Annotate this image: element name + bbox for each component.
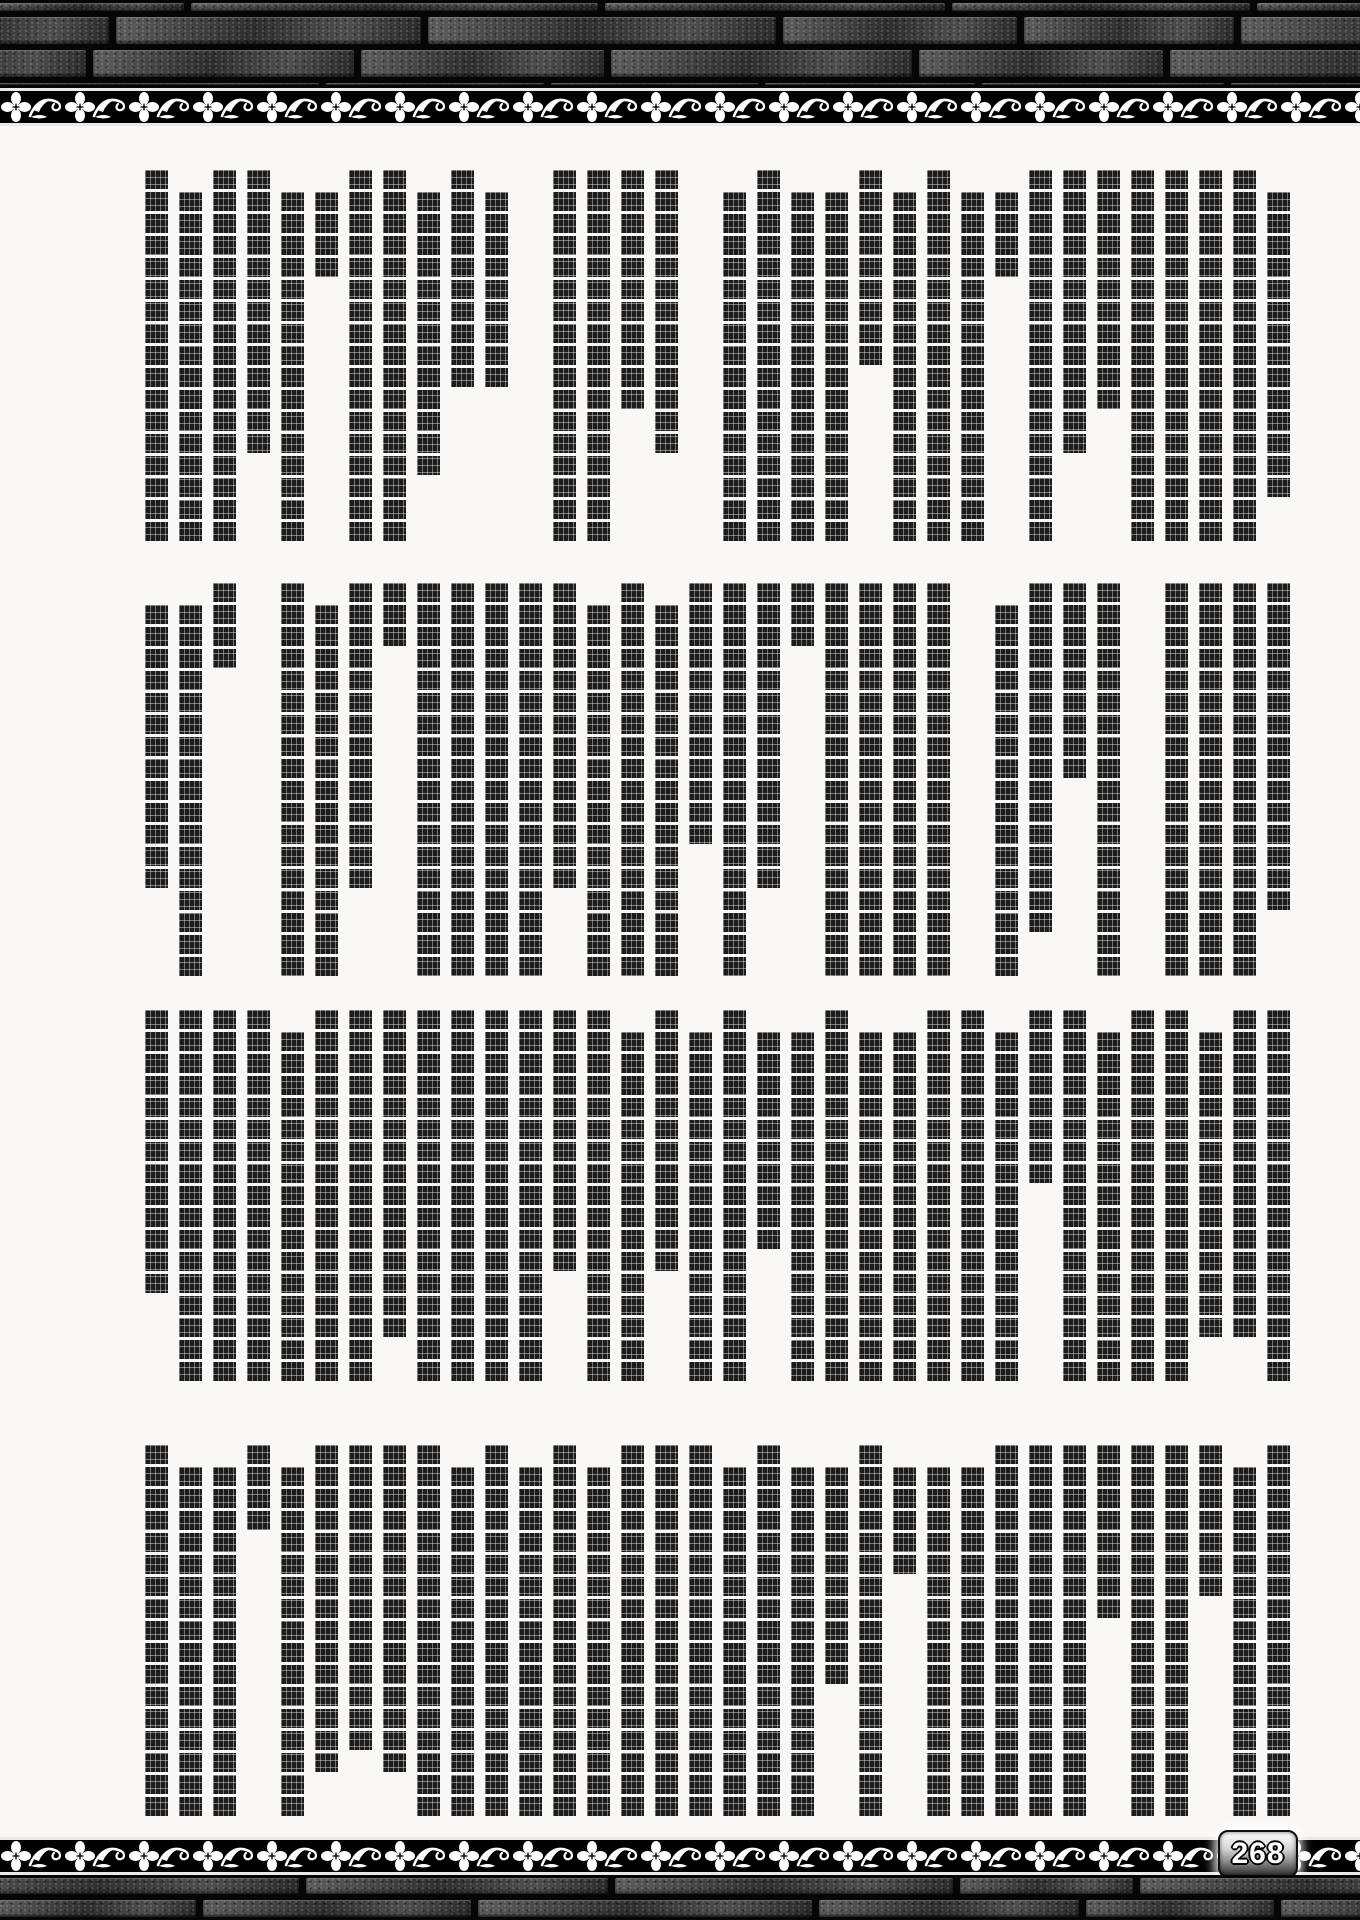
redacted-text-column: [1131, 1445, 1154, 1816]
redacted-text-column: [1267, 1445, 1290, 1816]
redacted-text-column: [1233, 1010, 1256, 1337]
redacted-text-column: [213, 170, 236, 541]
redacted-text-column: [1199, 170, 1222, 541]
redacted-text-column: [451, 1467, 474, 1816]
redacted-text-column: [655, 1445, 678, 1816]
redacted-text-column: [927, 170, 950, 541]
redacted-text-column: [587, 1010, 610, 1381]
redacted-text-column: [995, 192, 1018, 277]
redacted-text-column: [893, 1032, 916, 1381]
brick: [960, 1878, 1133, 1894]
brick: [952, 3, 1250, 11]
brick: [982, 83, 1224, 85]
brick: [0, 1900, 196, 1917]
redacted-text-column: [315, 605, 338, 976]
brick: [611, 50, 912, 77]
redacted-text-column: [1029, 1445, 1052, 1816]
redacted-text-column: [723, 1010, 746, 1381]
redacted-text-column: [655, 1010, 678, 1271]
brick: [1257, 3, 1360, 11]
flower-vine-pattern: [0, 1840, 1360, 1872]
text-band-4: [145, 1445, 1290, 1817]
redacted-text-column: [349, 583, 372, 888]
redacted-text-column: [1199, 1032, 1222, 1337]
redacted-text-column: [859, 170, 882, 365]
redacted-text-column: [961, 1467, 984, 1816]
redacted-text-column: [1165, 583, 1188, 976]
redacted-text-column: [213, 1467, 236, 1816]
redacted-text-column: [485, 1445, 508, 1816]
redacted-text-column: [1029, 1010, 1052, 1183]
redacted-text-column: [1063, 1445, 1086, 1816]
redacted-text-column: [893, 1467, 916, 1574]
brick: [116, 17, 421, 44]
vine-scroll-icon: [0, 1840, 1360, 1872]
redacted-text-column: [179, 1467, 202, 1816]
brick: [326, 83, 544, 85]
redacted-text-column: [247, 170, 270, 453]
brick: [191, 3, 598, 11]
page-number: 268: [1231, 1837, 1285, 1870]
redacted-text-column: [1063, 583, 1086, 778]
redacted-text-column: [1199, 583, 1222, 976]
redacted-text-column: [417, 583, 440, 976]
redacted-text-column: [757, 1445, 780, 1816]
redacted-text-column: [315, 1445, 338, 1772]
redacted-text-column: [553, 1010, 576, 1271]
redacted-text-column: [213, 1010, 236, 1381]
redacted-text-column: [927, 1467, 950, 1816]
redacted-text-column: [519, 1467, 542, 1816]
redacted-text-column: [145, 1010, 168, 1293]
redacted-text-column: [1199, 1445, 1222, 1596]
redacted-text-column: [995, 1032, 1018, 1381]
redacted-text-column: [315, 1010, 338, 1381]
redacted-text-column: [451, 1010, 474, 1381]
redacted-text-column: [179, 1010, 202, 1381]
brick: [0, 50, 86, 77]
brick: [919, 50, 1163, 77]
redacted-text-column: [349, 170, 372, 541]
redacted-text-column: [859, 1445, 882, 1816]
redacted-text-column: [485, 583, 508, 976]
brick: [428, 17, 776, 44]
brick: [0, 83, 319, 85]
text-band-2: [145, 583, 1290, 985]
redacted-text-column: [281, 583, 304, 976]
redacted-text-column: [553, 170, 576, 541]
redacted-text-column: [213, 583, 236, 668]
redacted-text-column: [587, 170, 610, 541]
redacted-text-column: [451, 170, 474, 387]
four-petal-flower-icon: [0, 91, 1360, 123]
redacted-text-column: [1131, 170, 1154, 541]
redacted-text-column: [1233, 1467, 1256, 1816]
redacted-text-column: [859, 583, 882, 976]
redacted-text-column: [995, 1445, 1018, 1816]
brick: [1231, 83, 1360, 85]
redacted-text-column: [689, 1445, 712, 1816]
brick: [0, 3, 184, 11]
redacted-text-column: [383, 1010, 406, 1337]
redacted-text-column: [281, 1032, 304, 1381]
redacted-text-column: [315, 192, 338, 277]
brick-row: [0, 1875, 1360, 1897]
redacted-text-column: [1029, 583, 1052, 932]
redacted-text-column: [179, 192, 202, 541]
redacted-text-column: [791, 192, 814, 541]
redacted-text-column: [247, 1445, 270, 1530]
redacted-text-column: [689, 1032, 712, 1381]
redacted-text-column: [825, 583, 848, 976]
brick-row: [0, 80, 1360, 88]
redacted-text-column: [519, 583, 542, 976]
brick: [1024, 17, 1234, 44]
redacted-text-column: [1097, 1032, 1120, 1381]
redacted-text-column: [417, 1445, 440, 1816]
redacted-text-column: [723, 583, 746, 976]
redacted-text-column: [723, 192, 746, 541]
redacted-text-column: [145, 170, 168, 541]
redacted-text-column: [621, 1032, 644, 1381]
brick: [765, 83, 975, 85]
redacted-text-column: [1097, 583, 1120, 976]
redacted-text-column: [383, 1445, 406, 1772]
brick-row: [0, 1897, 1360, 1920]
redacted-text-column: [927, 583, 950, 976]
brick-row: [0, 0, 1360, 14]
redacted-text-column: [893, 192, 916, 541]
brick: [1241, 17, 1360, 44]
page-number-plaque: [1218, 1830, 1298, 1878]
redacted-text-column: [247, 1010, 270, 1381]
redacted-text-column: [1063, 170, 1086, 453]
brick: [0, 17, 109, 44]
redacted-text-column: [349, 1445, 372, 1750]
redacted-text-column: [1097, 170, 1120, 409]
redacted-text-column: [723, 1467, 746, 1816]
redacted-text-column: [655, 605, 678, 976]
redacted-text-column: [1165, 170, 1188, 541]
redacted-text-column: [145, 1445, 168, 1816]
redacted-text-column: [655, 170, 678, 453]
brick: [1170, 50, 1360, 77]
brick: [551, 83, 758, 85]
redacted-text-column: [927, 1010, 950, 1381]
brick: [306, 1878, 608, 1894]
redacted-text-column: [145, 605, 168, 888]
ornament-border-top: [0, 88, 1360, 126]
redacted-text-column: [995, 605, 1018, 976]
redacted-text-column: [417, 192, 440, 475]
brick: [478, 1900, 812, 1917]
redacted-text-column: [383, 170, 406, 541]
redacted-text-column: [1267, 192, 1290, 497]
redacted-text-column: [553, 583, 576, 888]
redacted-text-column: [961, 192, 984, 541]
redacted-text-column: [1267, 583, 1290, 910]
redacted-text-column: [383, 583, 406, 646]
redacted-text-column: [621, 1445, 644, 1816]
redacted-text-column: [825, 1010, 848, 1381]
redacted-text-column: [757, 170, 780, 541]
redacted-text-column: [451, 583, 474, 976]
redacted-text-column: [621, 583, 644, 976]
redacted-text-column: [1131, 1010, 1154, 1381]
redacted-text-column: [485, 1010, 508, 1381]
redacted-text-column: [791, 1467, 814, 1816]
brick-row: [0, 14, 1360, 47]
redacted-text-column: [1165, 1445, 1188, 1816]
redacted-text-column: [485, 192, 508, 387]
redacted-text-column: [621, 170, 644, 409]
brick: [615, 1878, 953, 1894]
redacted-text-column: [1097, 1445, 1120, 1618]
brick-wall-top: [0, 0, 1360, 88]
brick: [361, 50, 604, 77]
redacted-text-column: [179, 605, 202, 976]
redacted-text-column: [893, 583, 916, 976]
redacted-text-column: [757, 1032, 780, 1249]
brick: [819, 1900, 1079, 1917]
redacted-text-column: [825, 1467, 848, 1684]
brick: [93, 50, 354, 77]
redacted-text-column: [553, 1445, 576, 1816]
page-paper: [0, 126, 1360, 1837]
redacted-text-column: [791, 583, 814, 646]
redacted-text-column: [1267, 1010, 1290, 1381]
brick: [0, 1878, 299, 1894]
brick: [1086, 1900, 1274, 1917]
redacted-text-column: [587, 605, 610, 976]
redacted-text-column: [689, 583, 712, 844]
redacted-text-column: [281, 1467, 304, 1816]
brick: [203, 1900, 471, 1917]
redacted-text-column: [825, 192, 848, 541]
brick: [1140, 1878, 1360, 1894]
redacted-text-column: [1233, 170, 1256, 541]
brick: [1281, 1900, 1360, 1917]
brick: [605, 3, 945, 11]
redacted-text-column: [859, 1032, 882, 1381]
brick-wall-bottom: [0, 1875, 1360, 1920]
redacted-text-column: [349, 1010, 372, 1381]
text-band-1: [145, 170, 1290, 552]
redacted-text-column: [1165, 1010, 1188, 1381]
redacted-text-column: [1063, 1010, 1086, 1381]
redacted-text-column: [791, 1032, 814, 1381]
redacted-text-column: [961, 1010, 984, 1381]
redacted-text-column: [757, 583, 780, 888]
redacted-text-column: [281, 192, 304, 541]
redacted-text-column: [587, 1467, 610, 1816]
text-band-3: [145, 1010, 1290, 1398]
redacted-text-column: [519, 1010, 542, 1381]
flower-vine-pattern: [0, 91, 1360, 123]
brick: [783, 17, 1017, 44]
redacted-text-column: [1233, 583, 1256, 976]
ornament-border-bottom: [0, 1837, 1360, 1875]
redacted-text-column: [417, 1010, 440, 1381]
brick-row: [0, 47, 1360, 80]
redacted-text-column: [1029, 170, 1052, 541]
